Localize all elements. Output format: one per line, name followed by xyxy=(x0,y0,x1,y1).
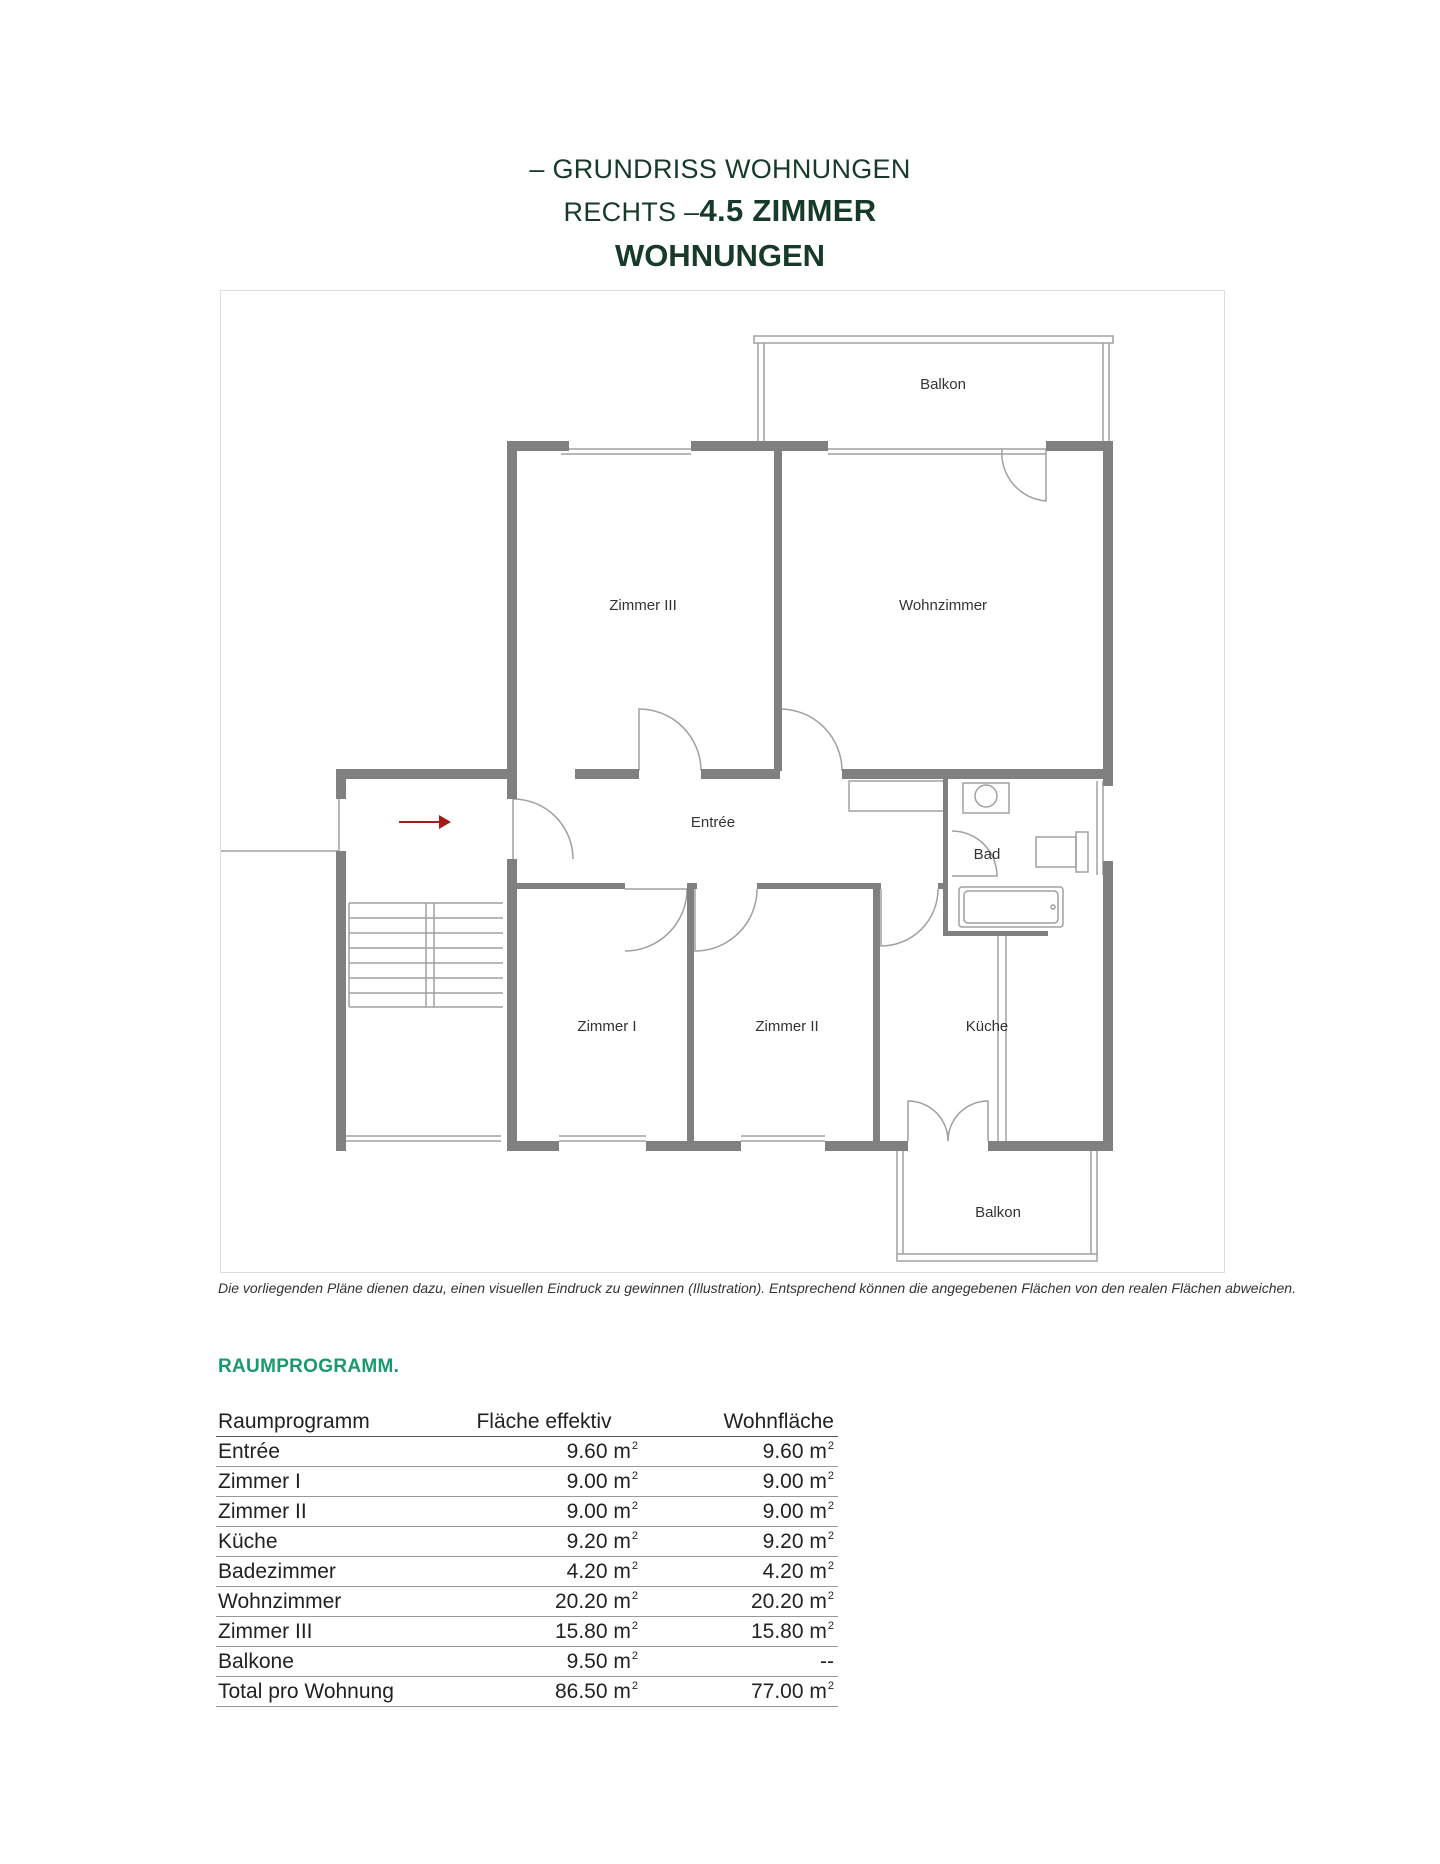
section-title: RAUMPROGRAMM. xyxy=(218,1356,400,1377)
title-line-1: – GRUNDRISS WOHNUNGEN xyxy=(529,154,911,184)
wohnflaeche-value: 20.20 $m^2$ xyxy=(642,1587,838,1617)
flaeche-effektiv-value: 9.00 $m^2$ xyxy=(448,1467,642,1497)
label-balkon-top: Balkon xyxy=(920,376,966,393)
flaeche-effektiv-value: 9.60 $m^2$ xyxy=(448,1437,642,1467)
room-name: Zimmer III xyxy=(216,1617,448,1647)
room-name: Entrée xyxy=(216,1437,448,1467)
label-zimmer-2: Zimmer II xyxy=(755,1018,819,1035)
label-wohnzimmer: Wohnzimmer xyxy=(898,597,988,614)
table-header-row xyxy=(216,1408,838,1437)
table-row xyxy=(216,1587,838,1617)
room-name: Zimmer I xyxy=(216,1467,448,1497)
wohnflaeche-value: 9.00 $m^2$ xyxy=(642,1467,838,1497)
flaeche-effektiv-value: 9.20 $m^2$ xyxy=(448,1527,642,1557)
room-name: Badezimmer xyxy=(216,1557,448,1587)
plan-thin-lines xyxy=(221,336,1113,1261)
table-row xyxy=(216,1677,838,1707)
flaeche-effektiv-value: 4.20 $m^2$ xyxy=(448,1557,642,1587)
wohnflaeche-value: 9.00 $m^2$ xyxy=(642,1497,838,1527)
header-wohnflaeche: Wohnfläche xyxy=(642,1408,838,1437)
table-row xyxy=(216,1467,838,1497)
label-zimmer-3: Zimmer III xyxy=(609,597,677,614)
room-table-body xyxy=(216,1437,838,1707)
disclaimer: Die vorliegenden Pläne dienen dazu, einen visuellen Eindruck zu gewinnen (Illustration). Entsprechend können die angegebenen Flächen von den realen Flächen abweichen. xyxy=(218,1280,1296,1296)
flaeche-effektiv-value: 20.20 $m^2$ xyxy=(448,1587,642,1617)
table-row xyxy=(216,1497,838,1527)
wohnflaeche-value: 9.20 $m^2$ xyxy=(642,1527,838,1557)
room-name: Total pro Wohnung xyxy=(216,1677,448,1707)
title-line-3: WOHNUNGEN xyxy=(614,238,826,274)
wohnflaeche-value: 15.80 $m^2$ xyxy=(642,1617,838,1647)
table-row xyxy=(216,1557,838,1587)
header-flaeche-effektiv: Fläche effektiv xyxy=(448,1408,642,1437)
room-name: Balkone xyxy=(216,1647,448,1677)
wohnflaeche-value: 77.00 $m^2$ xyxy=(642,1677,838,1707)
wohnflaeche-value: 4.20 $m^2$ xyxy=(642,1557,838,1587)
label-kueche: Küche xyxy=(965,1018,1009,1035)
room-name: Zimmer II xyxy=(216,1497,448,1527)
label-bad: Bad xyxy=(973,846,1001,863)
table-row xyxy=(216,1437,838,1467)
wohnflaeche-value: -- xyxy=(642,1647,838,1677)
table-row xyxy=(216,1647,838,1677)
label-entree: Entrée xyxy=(690,814,736,831)
entrance-arrow-icon xyxy=(399,815,451,829)
floor-plan-drawing xyxy=(221,291,1226,1274)
room-name: Wohnzimmer xyxy=(216,1587,448,1617)
table-row xyxy=(216,1527,838,1557)
room-name: Küche xyxy=(216,1527,448,1557)
label-zimmer-1: Zimmer I xyxy=(577,1018,637,1035)
flaeche-effektiv-value: 9.50 $m^2$ xyxy=(448,1647,642,1677)
title-line-2-regular: RECHTS – xyxy=(563,197,700,228)
flaeche-effektiv-value: 9.00 $m^2$ xyxy=(448,1497,642,1527)
table-row xyxy=(216,1617,838,1647)
balkon-top-railing xyxy=(754,336,1113,343)
title-line-2 xyxy=(0,189,1440,234)
header-raumprogramm: Raumprogramm xyxy=(216,1408,448,1437)
room-table xyxy=(216,1408,838,1707)
page-title xyxy=(0,150,1440,279)
title-line-2-bold: 4.5 ZIMMER xyxy=(699,193,877,229)
wohnflaeche-value: 9.60 $m^2$ xyxy=(642,1437,838,1467)
flaeche-effektiv-value: 15.80 $m^2$ xyxy=(448,1617,642,1647)
label-balkon-bottom: Balkon xyxy=(975,1204,1021,1221)
floor-plan xyxy=(220,290,1225,1273)
flaeche-effektiv-value: 86.50 $m^2$ xyxy=(448,1677,642,1707)
